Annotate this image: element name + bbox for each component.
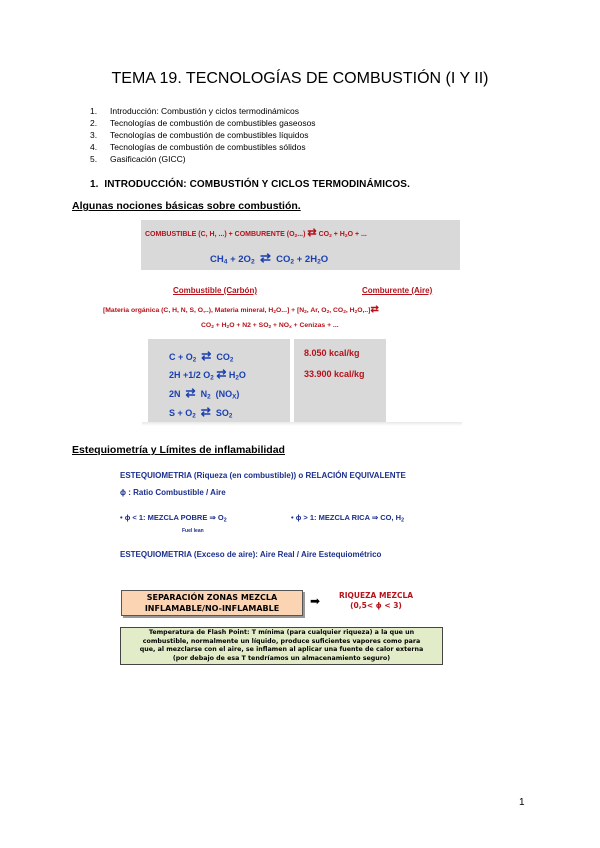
reaction-sulfur xyxy=(169,405,232,420)
eq-text: S + O xyxy=(169,408,193,418)
eq-text: CO xyxy=(216,352,230,362)
eq-subscript: 2 xyxy=(228,412,233,420)
eq-subscript: 2 xyxy=(304,310,307,316)
eq-subscript: X xyxy=(232,393,237,401)
separation-line2: INFLAMABLE/NO-INFLAMABLE xyxy=(144,604,280,613)
eq-subscript: 4 xyxy=(223,258,228,266)
eq-text: 2N xyxy=(169,389,181,399)
riqueza-line1: RIQUEZA MEZCLA xyxy=(338,591,414,600)
list-item xyxy=(90,105,316,117)
reaction-nitrogen xyxy=(169,386,239,401)
eq-subscript: 2 xyxy=(317,258,321,266)
lean-mixture xyxy=(120,513,227,523)
eq-text: COMBUSTIBLE (C, H, ...) + COMBURENTE (O xyxy=(145,231,295,238)
section-number: 1. xyxy=(90,179,99,190)
list-number: 4. xyxy=(90,142,98,152)
eq-subscript: 2 xyxy=(210,374,214,382)
reaction-carbon xyxy=(169,349,233,364)
flash-line: (por debajo de esa T tendríamos un almacenamiento seguro) xyxy=(172,654,391,662)
page-title: TEMA 19. TECNOLOGÍAS DE COMBUSTIÓN (I Y II) xyxy=(111,70,489,87)
eq-text: (NO xyxy=(215,389,233,399)
eq-text: , CO xyxy=(329,307,344,314)
equilibrium-arrow-icon: ⇄ xyxy=(216,367,227,381)
eq-text: N xyxy=(200,389,208,399)
section-title: INTRODUCCIÓN: COMBUSTIÓN Y CICLOS TERMODINÁMICOS. xyxy=(104,179,410,190)
eq-subscript: 2 xyxy=(207,393,211,401)
fuel-label: Combustible (Carbón) xyxy=(173,286,257,295)
fuel-lean-note: Fuel lean xyxy=(182,528,204,534)
equilibrium-arrow-icon: ⇄ xyxy=(200,405,211,419)
equilibrium-arrow-icon: ⇄ xyxy=(185,386,196,400)
eq-subscript: 2 xyxy=(223,517,227,524)
implies-arrow-icon: ⇒ xyxy=(371,513,379,522)
eq-subscript: 2 xyxy=(329,234,332,240)
eq-subscript: 2 xyxy=(343,310,346,316)
subheading-combustion: Algunas nociones básicas sobre combustión. xyxy=(72,200,301,212)
riqueza-line2: (0,5< ϕ < 3) xyxy=(350,601,402,610)
eq-text: , Ar, O xyxy=(306,307,327,314)
eq-text: 2H +1/2 O xyxy=(169,370,211,380)
eq-text: , H xyxy=(345,307,355,314)
equilibrium-arrow-icon: ⇄ xyxy=(259,250,271,265)
eq-subscript: 2 xyxy=(192,412,196,420)
carbon-combustion-line1 xyxy=(103,304,379,315)
list-text: Tecnologías de combustión de combustibles gaseosos xyxy=(110,118,316,128)
eq-subscript: 2 xyxy=(290,258,295,266)
rich-text: • ϕ > 1: MEZCLA RICA xyxy=(291,513,370,522)
eq-subscript: 2 xyxy=(235,374,239,382)
eq-text: CO xyxy=(318,231,330,238)
eq-text: + 2H xyxy=(296,254,318,265)
eq-text: O + ... xyxy=(347,231,367,238)
eq-text: C + O xyxy=(169,352,193,362)
eq-subscript: 2 xyxy=(344,234,348,240)
list-item xyxy=(90,153,316,165)
eq-subscript: 2 xyxy=(211,325,214,331)
eq-subscript: 2 xyxy=(250,258,255,266)
list-item xyxy=(90,117,316,129)
list-text: Introducción: Combustión y ciclos termodinámicos xyxy=(110,106,299,116)
eq-text: + Cenizas + ... xyxy=(293,322,339,329)
implies-arrow-icon: ⇒ xyxy=(209,513,216,522)
lean-product: O xyxy=(217,513,224,522)
combustion-general-equation xyxy=(145,226,367,239)
eq-subscript: 2 xyxy=(326,310,330,316)
eq-text: O xyxy=(320,254,329,265)
list-number: 2. xyxy=(90,118,98,128)
eq-text: + H xyxy=(215,322,227,329)
eq-subscript: 2 xyxy=(294,234,298,240)
eq-text: O xyxy=(238,370,246,380)
phi-definition xyxy=(120,488,226,497)
rich-mixture xyxy=(291,513,404,523)
eq-text: H xyxy=(228,370,236,380)
excess-air-definition: ESTEQUIOMETRIA (Exceso de aire): Aire Real / Aire Estequiométrico xyxy=(120,550,382,559)
equilibrium-arrow-icon: ⇄ xyxy=(307,227,317,239)
equilibrium-arrow-icon: ⇄ xyxy=(370,304,379,315)
list-text: Tecnologías de combustión de combustibles sólidos xyxy=(110,142,306,152)
list-item xyxy=(90,141,316,153)
flash-line: combustible, normalmente un líquido, produce suficientes vapores como para xyxy=(142,637,421,645)
eq-text: CO xyxy=(201,322,212,329)
eq-subscript: 2 xyxy=(226,325,230,331)
eq-subscript: 2 xyxy=(192,356,197,364)
subheading-stoichiometry: Estequiometría y Límites de inflamabilidad xyxy=(72,444,285,456)
table-of-contents xyxy=(90,105,316,165)
equilibrium-arrow-icon: ⇄ xyxy=(201,349,212,363)
eq-text: + H xyxy=(333,231,345,238)
phi-symbol: ϕ xyxy=(120,488,126,497)
list-text: Gasificación (GICC) xyxy=(110,154,186,164)
list-text: Tecnologías de combustión de combustibles líquidos xyxy=(110,130,309,140)
eq-subscript: 2 xyxy=(229,356,234,364)
right-arrow-icon: ➡ xyxy=(310,594,321,608)
box-shadow xyxy=(142,422,462,426)
list-number: 1. xyxy=(90,106,98,116)
riqueza-label xyxy=(336,591,416,611)
energy-hydrogen: 33.900 kcal/kg xyxy=(304,369,365,379)
flash-point-box xyxy=(120,627,443,665)
eq-subscript: 2 xyxy=(401,517,404,524)
section-heading xyxy=(90,179,410,190)
eq-text: [Materia orgánica (C, H, N, S, O,..), Materia mineral, H xyxy=(103,307,274,314)
eq-text: + NO xyxy=(273,322,290,329)
list-number: 3. xyxy=(90,130,98,140)
eq-text: O + N2 + SO xyxy=(229,322,269,329)
flash-line: Temperatura de Flash Point: T mínima (para cualquier riqueza) a la que un xyxy=(148,629,415,636)
eq-subscript: 2 xyxy=(273,310,276,316)
eq-text: + 2O xyxy=(230,254,251,265)
eq-text: ...) xyxy=(297,231,306,238)
reaction-hydrogen xyxy=(169,367,246,382)
eq-subscript: 2 xyxy=(268,325,272,331)
flash-line: que, al mezclarse con el aire, se inflamen al aplicar una fuente de calor externa xyxy=(139,646,424,653)
eq-text: O...] + [N xyxy=(276,307,305,314)
carbon-combustion-line2 xyxy=(201,322,339,330)
eq-text: O,..] xyxy=(357,307,371,314)
rich-product: CO, H xyxy=(380,513,402,522)
eq-text: CH xyxy=(210,254,224,265)
list-item xyxy=(90,129,316,141)
lean-text: • ϕ < 1: MEZCLA POBRE xyxy=(120,513,208,522)
stoichiometry-title: ESTEQUIOMETRIA (Riqueza (en combustible)) o RELACIÓN EQUIVALENTE xyxy=(120,471,406,480)
phi-text: : Ratio Combustible / Aire xyxy=(128,488,226,497)
list-number: 5. xyxy=(90,154,98,164)
eq-text: SO xyxy=(215,408,229,418)
energy-carbon: 8.050 kcal/kg xyxy=(304,348,360,358)
eq-subscript: 2 xyxy=(354,310,358,316)
page-number: 1 xyxy=(519,797,525,808)
methane-equation xyxy=(210,250,328,266)
eq-text: ) xyxy=(236,389,240,399)
oxidizer-label: Comburente (Aire) xyxy=(362,286,433,295)
eq-text: CO xyxy=(276,254,291,265)
separation-line1: SEPARACIÓN ZONAS MEZCLA xyxy=(146,593,278,602)
eq-subscript: x xyxy=(289,325,292,331)
separation-box xyxy=(121,590,303,616)
